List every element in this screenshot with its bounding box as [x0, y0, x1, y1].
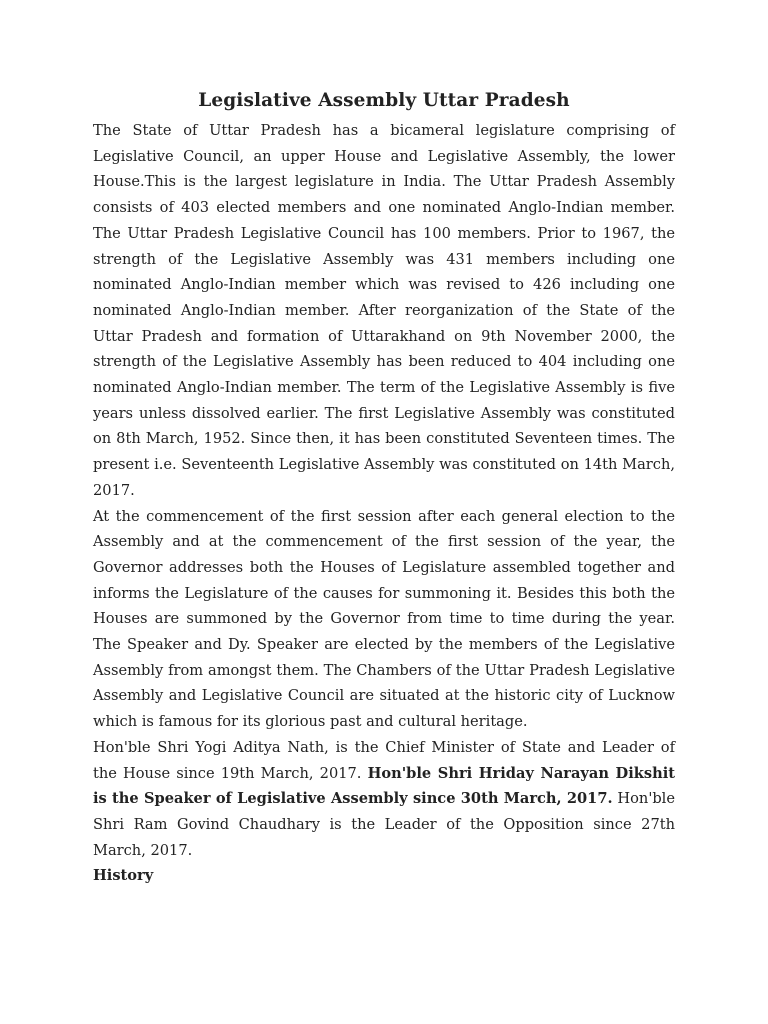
document-title: Legislative Assembly Uttar Pradesh: [198, 90, 570, 111]
paragraph-legislature-overview: The State of Uttar Pradesh has a bicameral legislature comprising of Legislative Council, an upper House and Legislative Assembly, the lower House.This is the largest legislature in India. The Uttar Pradesh Assembly consists of 403 elected members and one nominated Anglo-Indian member. The Uttar Pradesh Legislative Council has 100 members. Prior to 1967, the strength of the Legislative Assembly was 431 members including one nominated Anglo-Indian member which was revised to 426 including one nominated Anglo-Indian member. After reorganization of the State of the Uttar Pradesh and formation of Uttarakhand on 9th November 2000, the strength of the Legislative Assembly has been reduced to 404 including one nominated Anglo-Indian member. The term of the Legislative Assembly is five years unless dissolved earlier. The first Legislative Assembly was constituted on 8th March, 1952. Since then, it has been constituted Seventeen times. The present i.e. Seventeenth Legislative Assembly was constituted on 14th March, 2017.: [93, 122, 675, 499]
paragraph-office-holders: [93, 735, 675, 864]
speaker-bold-text: Hon'ble Shri Hriday Narayan Dikshit is the Speaker of Legislative Assembly since 30th March, 2017.: [93, 764, 675, 808]
chief-minister-text: Hon'ble Shri Yogi Aditya Nath, is the Chief Minister of State and Leader of the House since 19th March, 2017.: [93, 738, 675, 782]
history-heading: History: [93, 867, 154, 885]
opposition-leader-text: Hon'ble Shri Ram Govind Chaudhary is the Leader of the Opposition since 27th March, 2017.: [93, 790, 675, 859]
paragraph-governor-address: At the commencement of the first session after each general election to the Assembly and at the commencement of the first session of the year, the Governor addresses both the Houses of Legislature assembled together and informs the Legislature of the causes for summoning it. Besides this both the Houses are summoned by the Governor from time to time during the year. The Speaker and Dy. Speaker are elected by the members of the Legislative Assembly from amongst them. The Chambers of the Uttar Pradesh Legislative Assembly and Legislative Council are situated at the historic city of Lucknow which is famous for its glorious past and cultural heritage.: [93, 507, 675, 731]
